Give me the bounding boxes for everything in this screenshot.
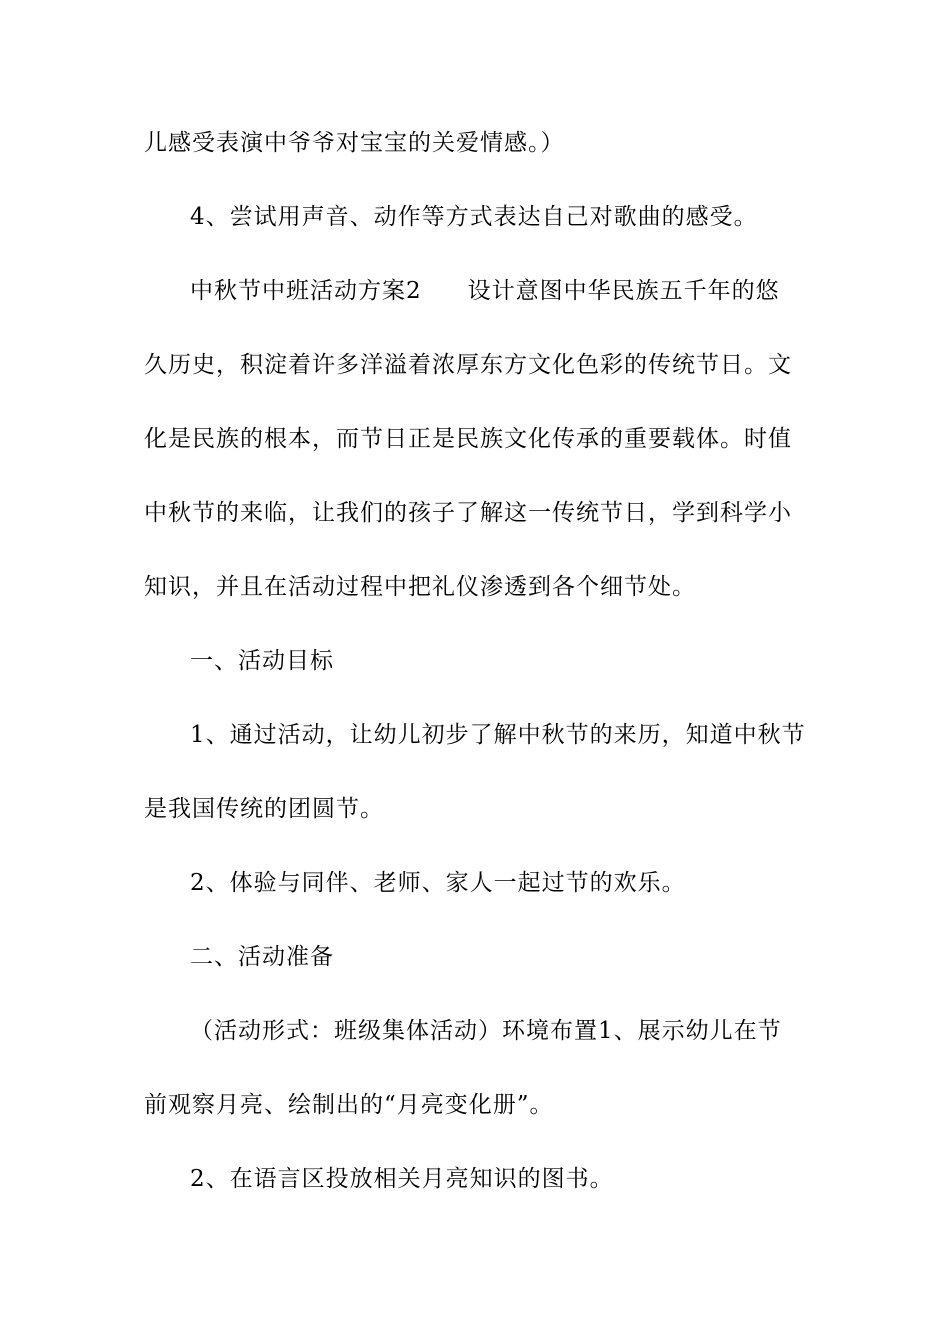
text-line: 1、通过活动，让幼儿初步了解中秋节的来历，知道中秋节 — [190, 722, 806, 748]
text-line: 2、在语言区投放相关月亮知识的图书。 — [190, 1166, 614, 1192]
text-line: 知识，并且在活动过程中把礼仪渗透到各个细节处。 — [144, 574, 696, 600]
text-run: 设计意图中华民族五千年的悠 — [467, 278, 780, 304]
text-line: 化是民族的根本，而节日正是民族文化传承的重要载体。时值 — [144, 426, 792, 452]
text-line: （活动形式：班级集体活动）环境布置1、展示幼儿在节 — [190, 1018, 782, 1044]
text-line: 前观察月亮、绘制出的“月亮变化册”。 — [144, 1092, 554, 1118]
text-line: 久历史，积淀着许多洋溢着浓厚东方文化色彩的传统节日。文 — [144, 352, 792, 378]
text-line: 2、体验与同伴、老师、家人一起过节的欢乐。 — [190, 870, 686, 896]
text-line: 中秋节的来临，让我们的孩子了解这一传统节日，学到科学小 — [144, 500, 792, 526]
section-heading: 二、活动准备 — [190, 944, 334, 970]
document-body — [144, 129, 808, 1239]
section-heading-line — [144, 277, 808, 305]
section-title: 中秋节中班活动方案2 — [190, 278, 422, 304]
text-line: 是我国传统的团圆节。 — [144, 796, 384, 822]
section-heading: 一、活动目标 — [190, 648, 334, 674]
text-line: 儿感受表演中爷爷对宝宝的关爱情感。） — [144, 130, 565, 156]
text-line: 4、尝试用声音、动作等方式表达自己对歌曲的感受。 — [190, 204, 758, 230]
